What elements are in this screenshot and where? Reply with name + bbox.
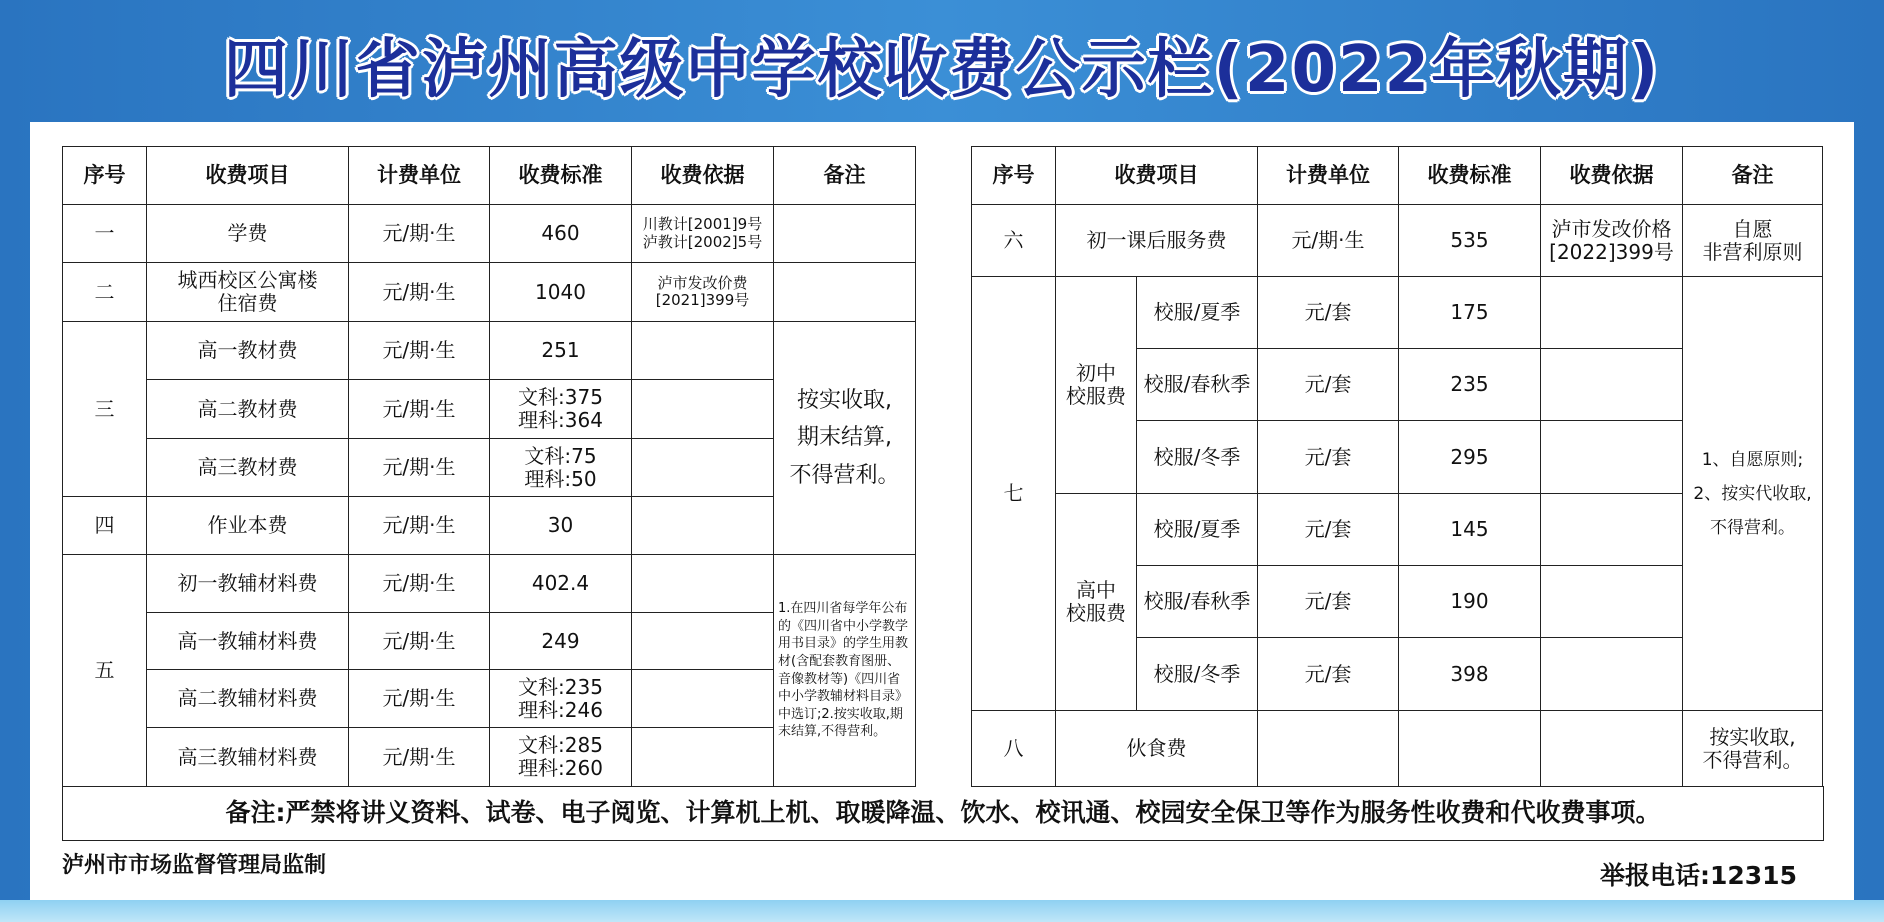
note-line: 2、按实代收取, (1693, 483, 1812, 504)
row-note (1683, 205, 1823, 277)
table-row (63, 322, 916, 380)
row-standard: 535 (1399, 205, 1541, 277)
basis-line: [2022]399号 (1549, 239, 1674, 264)
std-line: 理科:50 (524, 466, 597, 491)
row-basis (1541, 711, 1683, 787)
note-line: 按实收取, (797, 387, 892, 413)
row-standard: 190 (1399, 566, 1541, 638)
subgroup-junior (1056, 277, 1137, 494)
page-title: 四川省泸州高级中学校收费公示栏(2022年秋期) (223, 33, 1661, 107)
row-item: 学费 (147, 205, 349, 263)
row-basis (632, 322, 774, 380)
header-row (63, 147, 916, 205)
bottom-band (0, 900, 1884, 922)
group-note: 1.在四川省每学年公布的《四川省中小学教学用书目录》的学生用教材(含配套教育图册、音像教材等)《四川省中小学教辅材料目录》中选订;2.按实收取,期末结算,不得营利。 (774, 555, 916, 787)
table-row (972, 277, 1823, 349)
std-line: 文科:375 (518, 385, 603, 409)
row-unit: 元/套 (1258, 421, 1399, 494)
table-row (972, 205, 1823, 277)
note-line: 自愿 (1732, 216, 1773, 241)
header-item: 收费项目 (147, 147, 349, 205)
row-basis (632, 670, 774, 728)
report-phone: 举报电话:12315 (1600, 861, 1797, 890)
std-line: 文科:235 (518, 674, 603, 699)
group-note (774, 322, 916, 555)
subgroup-line: 初中 (1076, 361, 1116, 385)
std-line: 文科:75 (524, 443, 597, 468)
header-note: 备注 (1683, 147, 1823, 205)
row-basis (1541, 421, 1683, 494)
header-unit: 计费单位 (1258, 147, 1399, 205)
row-standard (1399, 711, 1541, 787)
row-item: 初一教辅材料费 (147, 555, 349, 613)
row-unit: 元/套 (1258, 349, 1399, 421)
row-standard (490, 439, 632, 497)
row-item: 高二教材费 (147, 380, 349, 439)
row-unit: 元/期·生 (349, 322, 490, 380)
header-note: 备注 (774, 147, 916, 205)
row-unit: 元/期·生 (349, 670, 490, 728)
row-basis (1541, 277, 1683, 349)
subgroup-line: 高中 (1076, 578, 1116, 602)
row-item: 高二教辅材料费 (147, 670, 349, 728)
note-line: 按实收取, (1709, 724, 1796, 749)
row-basis (632, 497, 774, 555)
row-unit: 元/期·生 (349, 380, 490, 439)
table-row (63, 263, 916, 322)
row-note (1683, 711, 1823, 787)
row-standard: 175 (1399, 277, 1541, 349)
row-standard: 251 (490, 322, 632, 380)
item-line: 住宿费 (217, 291, 278, 315)
subgroup-senior (1056, 494, 1137, 711)
row-item: 高三教辅材料费 (147, 728, 349, 787)
header-basis: 收费依据 (1541, 147, 1683, 205)
row-unit: 元/期·生 (349, 205, 490, 263)
row-item: 作业本费 (147, 497, 349, 555)
row-unit: 元/套 (1258, 277, 1399, 349)
row-basis (632, 380, 774, 439)
row-basis (632, 555, 774, 613)
row-standard: 398 (1399, 638, 1541, 711)
row-note (774, 263, 916, 322)
row-standard: 249 (490, 613, 632, 670)
note-line: 不得营利。 (1702, 747, 1803, 772)
subgroup-line: 校服费 (1066, 601, 1126, 625)
row-basis (632, 613, 774, 670)
table-row (972, 711, 1823, 787)
row-item: 高一教辅材料费 (147, 613, 349, 670)
note-line: 不得营利。 (789, 462, 900, 488)
row-basis (1541, 566, 1683, 638)
row-no: 五 (63, 555, 147, 787)
row-standard (490, 670, 632, 728)
header-row (972, 147, 1823, 205)
row-item: 校服/夏季 (1137, 277, 1258, 349)
row-standard (490, 380, 632, 439)
row-basis (1541, 349, 1683, 421)
row-no: 三 (63, 322, 147, 497)
row-unit: 元/期·生 (349, 439, 490, 497)
basis-line: 川教计[2001]9号 (642, 215, 763, 234)
row-basis (1541, 205, 1683, 277)
row-unit (1258, 711, 1399, 787)
row-basis (632, 439, 774, 497)
header-no: 序号 (63, 147, 147, 205)
row-unit: 元/套 (1258, 494, 1399, 566)
row-unit: 元/期·生 (349, 728, 490, 787)
header-item: 收费项目 (1056, 147, 1258, 205)
row-no: 二 (63, 263, 147, 322)
row-item: 校服/夏季 (1137, 494, 1258, 566)
std-line: 理科:364 (518, 408, 603, 432)
row-unit: 元/套 (1258, 638, 1399, 711)
note-line: 非营利原则 (1702, 239, 1803, 264)
row-standard: 402.4 (490, 555, 632, 613)
table-row (63, 555, 916, 613)
row-unit: 元/期·生 (349, 263, 490, 322)
row-item: 高一教材费 (147, 322, 349, 380)
row-standard: 235 (1399, 349, 1541, 421)
row-unit: 元/期·生 (1258, 205, 1399, 277)
basis-line: 泸教计[2002]5号 (642, 232, 763, 251)
row-unit: 元/期·生 (349, 555, 490, 613)
row-item: 初一课后服务费 (1056, 205, 1258, 277)
basis-line: 泸市发改价格 (1551, 216, 1672, 241)
basis-line: [2021]399号 (655, 291, 750, 309)
row-standard: 460 (490, 205, 632, 263)
row-item: 校服/冬季 (1137, 421, 1258, 494)
row-no: 四 (63, 497, 147, 555)
item-line: 城西校区公寓楼 (177, 268, 318, 292)
basis-line: 泸市发改价费 (657, 273, 748, 292)
header-standard: 收费标准 (490, 147, 632, 205)
row-basis (632, 728, 774, 787)
row-item: 伙食费 (1056, 711, 1258, 787)
row-item: 校服/春秋季 (1137, 566, 1258, 638)
fee-table-left (62, 146, 916, 787)
row-no: 六 (972, 205, 1056, 277)
row-standard (490, 728, 632, 787)
group-note (1683, 277, 1823, 711)
header-unit: 计费单位 (349, 147, 490, 205)
note-line: 不得营利。 (1710, 517, 1795, 538)
row-unit: 元/套 (1258, 566, 1399, 638)
row-note (774, 205, 916, 263)
row-unit: 元/期·生 (349, 497, 490, 555)
row-basis (1541, 638, 1683, 711)
row-standard: 295 (1399, 421, 1541, 494)
header-no: 序号 (972, 147, 1056, 205)
supervisor-label: 泸州市市场监督管理局监制 (62, 853, 327, 878)
row-standard: 145 (1399, 494, 1541, 566)
row-standard: 1040 (490, 263, 632, 322)
row-item (147, 263, 349, 322)
header-basis: 收费依据 (632, 147, 774, 205)
row-item: 校服/冬季 (1137, 638, 1258, 711)
row-basis (1541, 494, 1683, 566)
row-item: 高三教材费 (147, 439, 349, 497)
std-line: 文科:285 (518, 733, 603, 757)
row-no: 一 (63, 205, 147, 263)
header-standard: 收费标准 (1399, 147, 1541, 205)
row-item: 校服/春秋季 (1137, 349, 1258, 421)
row-basis (632, 205, 774, 263)
row-basis (632, 263, 774, 322)
note-line: 期末结算, (797, 425, 892, 451)
note-line: 1、自愿原则; (1701, 449, 1804, 470)
row-no: 八 (972, 711, 1056, 787)
bottom-note: 备注:严禁将讲义资料、试卷、电子阅览、计算机上机、取暖降温、饮水、校讯通、校园安全保卫等作为服务性收费和代收费事项。 (62, 786, 1824, 841)
table-row (63, 205, 916, 263)
std-line: 理科:260 (518, 756, 603, 780)
std-line: 理科:246 (518, 697, 603, 722)
fee-table-right (971, 146, 1823, 787)
row-no: 七 (972, 277, 1056, 711)
row-unit: 元/期·生 (349, 613, 490, 670)
row-standard: 30 (490, 497, 632, 555)
subgroup-line: 校服费 (1066, 384, 1126, 408)
